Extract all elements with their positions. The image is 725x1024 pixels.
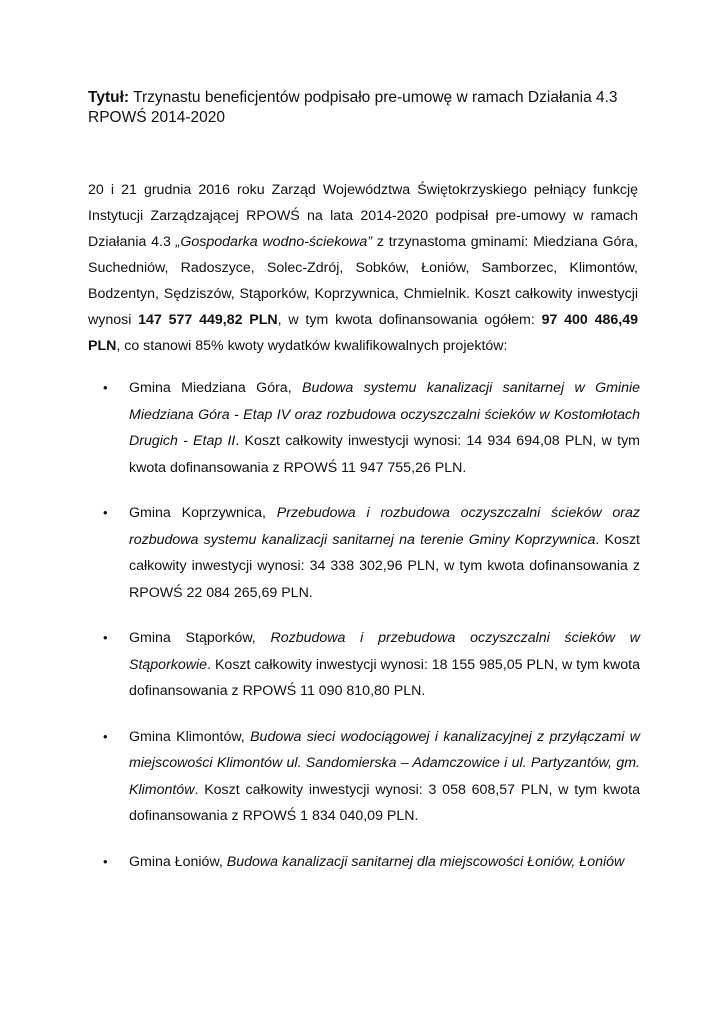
bullet-icon: •: [103, 728, 108, 744]
action-name: „Gospodarka wodno-ściekowa”: [175, 234, 373, 250]
item-gmina: Gmina Łoniów,: [129, 853, 227, 870]
bullet-icon: •: [103, 505, 108, 520]
item-project: Budowa systemu kanalizacji sanitarnej w Gminie Miedziana Góra - Etap IV oraz rozbudowa oczyszczalni ścieków w Kostomłotach Drugich - Etap II: [129, 380, 641, 449]
intro-text-1: 20 i 21 grudnia 2016 roku Zarząd Województwa Świętokrzyskiego pełniący funkcję Instytucji Zarządzającej RPOWŚ na lata 2014-2020 podpisał pre-umowy w ramach Działania 4.3: [88, 182, 638, 250]
total-cost: 147 577 449,82 PLN: [138, 312, 278, 328]
bullet-icon: •: [103, 630, 108, 645]
item-project: Rozbudowa i przebudowa oczyszczalni ścieków w Stąporkowie: [129, 630, 640, 673]
item-details: . Koszt całkowity inwestycji wynosi: 34 338 302,96 PLN, w tym kwota dofinansowania z RPOWŚ 22 084 265,69 PLN.: [129, 531, 640, 601]
list-item: [88, 625, 640, 705]
item-project: Przebudowa i rozbudowa oczyszczalni ścieków oraz rozbudowa systemu kanalizacji sanitarnej na terenie Gminy Koprzywnica: [129, 505, 640, 548]
item-gmina: Gmina Klimontów,: [129, 728, 251, 745]
item-gmina: Gmina Stąporków,: [129, 630, 271, 646]
item-details: . Koszt całkowity inwestycji wynosi: 14 934 694,08 PLN, w tym kwota dofinansowania z RPOWŚ 11 947 755,26 PLN.: [129, 433, 640, 476]
project-list: [88, 375, 640, 875]
item-project: Budowa sieci wodociągowej i kanalizacyjnej z przyłączami w miejscowości Klimontów ul. Sandomierska – Adamczowice i ul. Partyzantów, gm. Klimontów: [129, 728, 641, 798]
bullet-icon: •: [103, 380, 108, 395]
intro-text-2: z trzynastoma gminami: Miedziana Góra, Suchedniów, Radoszyce, Solec-Zdrój, Sobków, Łoniów, Samborzec, Klimontów, Bodzentyn, Sędziszów, Stąporków, Koprzywnica, Chmielnik. Koszt całkowity inwestycji wynosi: [88, 234, 638, 328]
list-item: [88, 724, 640, 830]
document-title: [88, 88, 648, 128]
item-gmina: Gmina Miedziana Góra,: [129, 380, 302, 396]
intro-text-4: , co stanowi 85% kwoty wydatków kwalifikowalnych projektów:: [116, 338, 508, 354]
list-item: [88, 849, 640, 876]
title-label: Tytuł:: [88, 89, 130, 106]
item-details: . Koszt całkowity inwestycji wynosi: 3 058 608,57 PLN, w tym kwota dofinansowania z RPOWŚ 1 834 040,09 PLN.: [129, 781, 640, 824]
total-funding: 97 400 486,49 PLN: [88, 312, 639, 354]
item-gmina: Gmina Koprzywnica,: [129, 505, 277, 521]
list-item: [88, 500, 640, 606]
bullet-icon: •: [103, 853, 108, 869]
title-text: Trzynastu beneficjentów podpisało pre-umowę w ramach Działania 4.3 RPOWŚ 2014-2020: [88, 89, 618, 126]
intro-text-3: , w tym kwota dofinansowania ogółem:: [277, 312, 542, 328]
intro-paragraph: [88, 177, 638, 359]
item-project: Budowa kanalizacji sanitarnej dla miejscowości Łoniów, Łoniów: [226, 853, 625, 870]
item-details: . Koszt całkowity inwestycji wynosi: 18 155 985,05 PLN, w tym kwota dofinansowania z RPOWŚ 11 090 810,80 PLN.: [129, 656, 640, 699]
list-item: [88, 375, 640, 481]
